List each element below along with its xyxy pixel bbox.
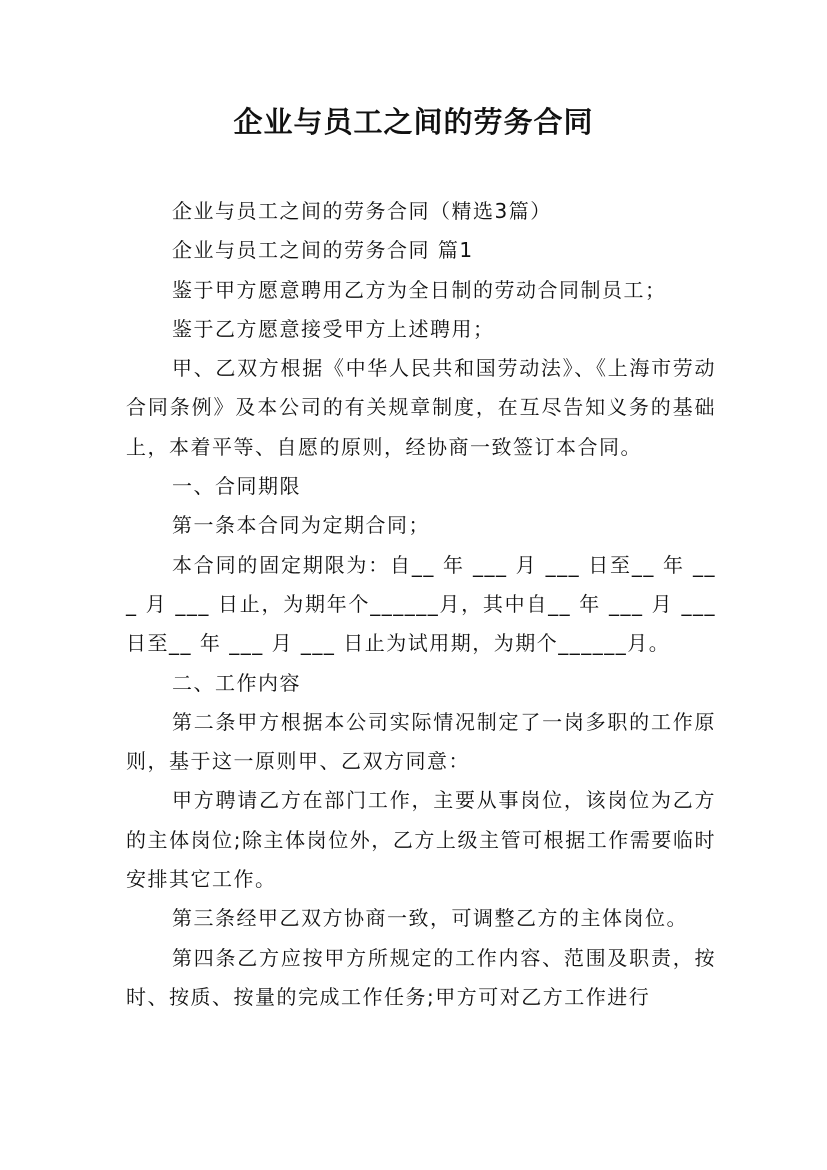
paragraph: 甲方聘请乙方在部门工作，主要从事岗位，该岗位为乙方的主体岗位;除主体岗位外，乙方上级主管可根据工作需要临时安排其它工作。 <box>126 788 716 892</box>
paragraph-article-3: 第三条经甲乙双方协商一致，可调整乙方的主体岗位。 <box>172 906 688 931</box>
paragraph: 甲、乙双方根据《中华人民共和国劳动法》、《上海市劳动合同条例》及本公司的有关规章制度，在互尽告知义务的基础上，本着平等、自愿的原则，经协商一致签订本合同。 <box>126 356 716 459</box>
document-body <box>126 192 716 1017</box>
paragraph-article-1: 第一条本合同为定期合同； <box>172 513 430 538</box>
paragraph: 鉴于甲方愿意聘用乙方为全日制的劳动合同制员工； <box>172 277 667 302</box>
paragraph-term-dates: 本合同的固定期限为：自__ 年 ___ 月 ___ 日至__ 年 ___ 月 ___ 日止，为期年个______月，其中自__ 年 ___ 月 ___ 日至__ 年 ___ 月 ___ 日止为试用期，为期个______月。 <box>126 552 716 656</box>
paragraph-intro: 企业与员工之间的劳务合同（精选3篇） <box>172 199 552 223</box>
document-title: 企业与员工之间的劳务合同 <box>233 105 594 139</box>
heading-work-content: 二、工作内容 <box>172 670 301 695</box>
paragraph: 鉴于乙方愿意接受甲方上述聘用； <box>172 316 495 341</box>
paragraph-article-2: 第二条甲方根据本公司实际情况制定了一岗多职的工作原则，基于这一原则甲、乙双方同意： <box>126 709 716 774</box>
paragraph-article-4: 第四条乙方应按甲方所规定的工作内容、范围及职责，按时、按质、按量的完成工作任务;甲方可对乙方工作进行 <box>126 945 716 1009</box>
paragraph-section-heading: 企业与员工之间的劳务合同 篇1 <box>172 238 474 263</box>
heading-contract-term: 一、合同期限 <box>172 474 301 499</box>
